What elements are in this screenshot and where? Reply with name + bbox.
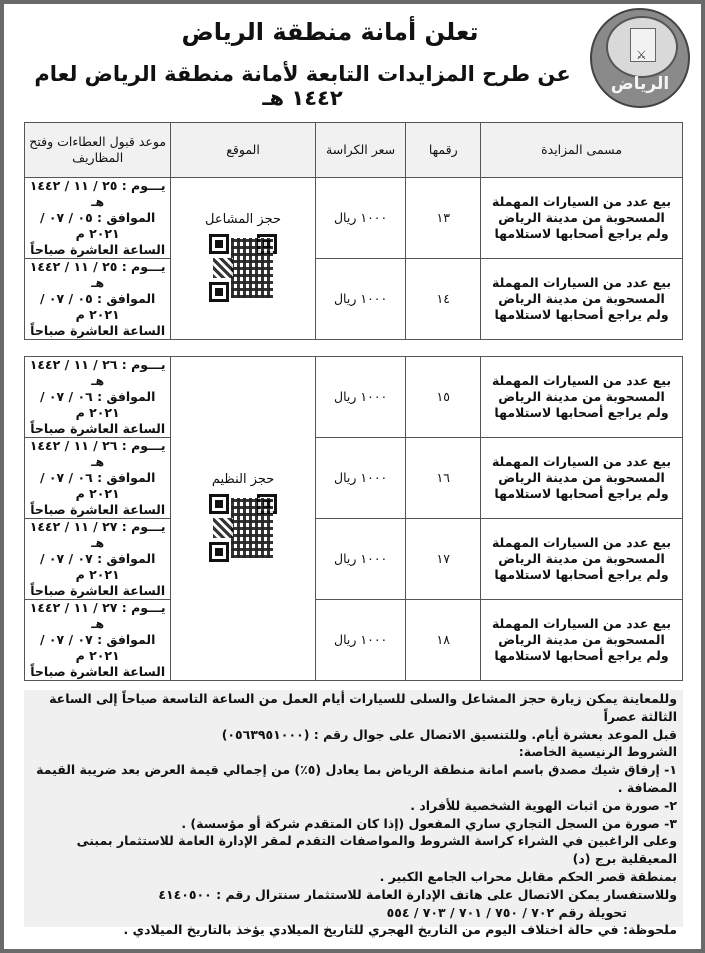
auctions-table-1 [24,122,683,340]
deadline-time: الساعة العاشرة صباحاً [30,421,166,436]
qr-finder [209,282,229,302]
booklet-price: ١٠٠٠ ريال [315,519,406,600]
date-hijri: يـــوم : ٢٧ / ١١ / ١٤٤٢ هـ [29,519,166,550]
date-hijri: يـــوم : ٢٧ / ١١ / ١٤٤٢ هـ [29,600,166,631]
table-row [25,600,683,681]
date-gregorian: الموافق : ٠٥ / ٠٧ / ٢٠٢١ م [39,210,156,241]
auction-name: بيع عدد من السيارات المهملة المسحوبة من مدينة الرياض ولم يراجع أصحابها لاستلامها [481,519,683,600]
date-hijri: يـــوم : ٢٦ / ١١ / ١٤٤٢ هـ [29,357,166,388]
qr-modules [231,238,273,298]
table-row [25,259,683,340]
table-row [25,519,683,600]
extension-line: تحويلة رقم ٧٠٢ / ٧٥٠ / ٧٠١ / ٧٠٣ / ٥٥٤ [386,904,627,920]
booklet-price: ١٠٠٠ ريال [315,357,406,438]
auction-name: بيع عدد من السيارات المهملة المسحوبة من مدينة الرياض ولم يراجع أصحابها لاستلامها [481,600,683,681]
deadline-cell [25,357,171,438]
table-header-row [25,123,683,178]
note-line: وعلى الراغبين في الشراء كراسة الشروط والمواصفات التقدم لمقر الإدارة العامة للاستثمار بمبنى المعيقلية برج (د) [76,833,677,867]
page-title: تعلن أمانة منطقة الرياض [181,18,479,46]
booklet-price: ١٠٠٠ ريال [315,259,406,340]
auction-number: ١٧ [406,519,481,600]
deadline-time: الساعة العاشرة صباحاً [30,583,166,598]
qr-finder [209,542,229,562]
deadline-cell [25,259,171,340]
deadline-cell [25,600,171,681]
auction-name: بيع عدد من السيارات المهملة المسحوبة من مدينة الرياض ولم يراجع أصحابها لاستلامها [481,178,683,259]
note-remark: ملحوظة: في حالة اختلاف اليوم من التاريخ الهجري للتاريخ الميلادي يؤخذ بالتاريخ الميلادي . [123,922,677,938]
logo-text: الرياض [610,74,670,94]
palm-swords-icon: ⚔ [636,48,647,62]
qr-code-icon[interactable] [209,494,277,562]
deadline-cell [25,178,171,259]
notes-box [24,690,683,938]
deadline-cell [25,438,171,519]
table-row [25,178,683,259]
col-header-location: الموقع [171,123,315,178]
condition-item: ٣- صورة من السجل التجاري ساري المفعول (إذا كان المتقدم شركة أو مؤسسة) . [181,815,677,831]
date-gregorian: الموافق : ٠٧ / ٠٧ / ٢٠٢١ م [39,632,156,663]
location-label: حجز المشاعل [205,211,282,227]
note-line: بمنطقة قصر الحكم مقابل محراب الجامع الكبير . [379,868,677,884]
table-row [25,438,683,519]
booklet-price: ١٠٠٠ ريال [315,178,406,259]
col-header-number: رقمها [406,123,481,178]
note-line: قبل الموعد بعشرة أيام. وللتنسيق الاتصال على جوال رقم : (٠٥٦٣٩٥١٠٠٠) [221,726,677,742]
date-gregorian: الموافق : ٠٥ / ٠٧ / ٢٠٢١ م [39,291,156,322]
deadline-time: الساعة العاشرة صباحاً [30,242,166,257]
riyadh-municipality-logo [590,8,690,108]
qr-finder [209,494,229,514]
location-cell [171,178,315,340]
col-header-date: موعد قبول العطاءات وفتح المظاريف [25,123,171,178]
logo-emblem-circle [606,16,678,78]
date-hijri: يـــوم : ٢٦ / ١١ / ١٤٤٢ هـ [29,438,166,469]
deadline-cell [25,519,171,600]
booklet-price: ١٠٠٠ ريال [315,600,406,681]
deadline-time: الساعة العاشرة صباحاً [30,664,166,679]
qr-modules [213,258,233,278]
condition-item: ٢- صورة من اثبات الهوية الشخصية للأفراد . [410,797,677,813]
condition-item: ١- إرفاق شيك مصدق باسم امانة منطقة الرياض بما يعادل (٥٪) من إجمالي قيمة العرض بعد ضريبة القيمة المضافة . [36,762,677,795]
location-label: حجز النظيم [211,471,275,487]
date-gregorian: الموافق : ٠٧ / ٠٧ / ٢٠٢١ م [39,551,156,582]
contact-line: وللاستفسار يمكن الاتصال على هاتف الإدارة العامة للاستثمار سنترال رقم : ٤١٤٠٥٠٠ [158,886,677,902]
qr-code-icon[interactable] [209,234,277,302]
qr-modules [231,498,273,558]
qr-modules [213,518,233,538]
auction-number: ١٥ [406,357,481,438]
col-header-name: مسمى المزايدة [481,123,683,178]
auction-number: ١٣ [406,178,481,259]
date-gregorian: الموافق : ٠٦ / ٠٧ / ٢٠٢١ م [39,470,156,501]
booklet-price: ١٠٠٠ ريال [315,438,406,519]
auction-number: ١٤ [406,259,481,340]
qr-finder [209,234,229,254]
date-hijri: يـــوم : ٢٥ / ١١ / ١٤٤٢ هـ [29,178,166,209]
location-cell [171,357,315,681]
col-header-price: سعر الكراسة [315,123,406,178]
auction-number: ١٨ [406,600,481,681]
auction-name: بيع عدد من السيارات المهملة المسحوبة من مدينة الرياض ولم يراجع أصحابها لاستلامها [481,259,683,340]
deadline-time: الساعة العاشرة صباحاً [30,502,166,517]
date-hijri: يـــوم : ٢٥ / ١١ / ١٤٤٢ هـ [29,259,166,290]
date-gregorian: الموافق : ٠٦ / ٠٧ / ٢٠٢١ م [39,389,156,420]
auction-name: بيع عدد من السيارات المهملة المسحوبة من مدينة الرياض ولم يراجع أصحابها لاستلامها [481,357,683,438]
table-row [25,357,683,438]
note-line: وللمعاينة يمكن زيارة حجز المشاعل والسلى للسيارات أيام العمل من الساعة التاسعة صباحاً إلى الساعة الثالثة عصراً [49,691,677,724]
conditions-heading: الشروط الرنيسية الخاصة: [518,744,677,760]
auctions-table-2 [24,356,683,681]
deadline-time: الساعة العاشرة صباحاً [30,323,166,338]
page-subtitle: عن طرح المزايدات التابعة لأمانة منطقة الرياض لعام ١٤٤٢ هـ [34,62,571,110]
auction-number: ١٦ [406,438,481,519]
auction-name: بيع عدد من السيارات المهملة المسحوبة من مدينة الرياض ولم يراجع أصحابها لاستلامها [481,438,683,519]
